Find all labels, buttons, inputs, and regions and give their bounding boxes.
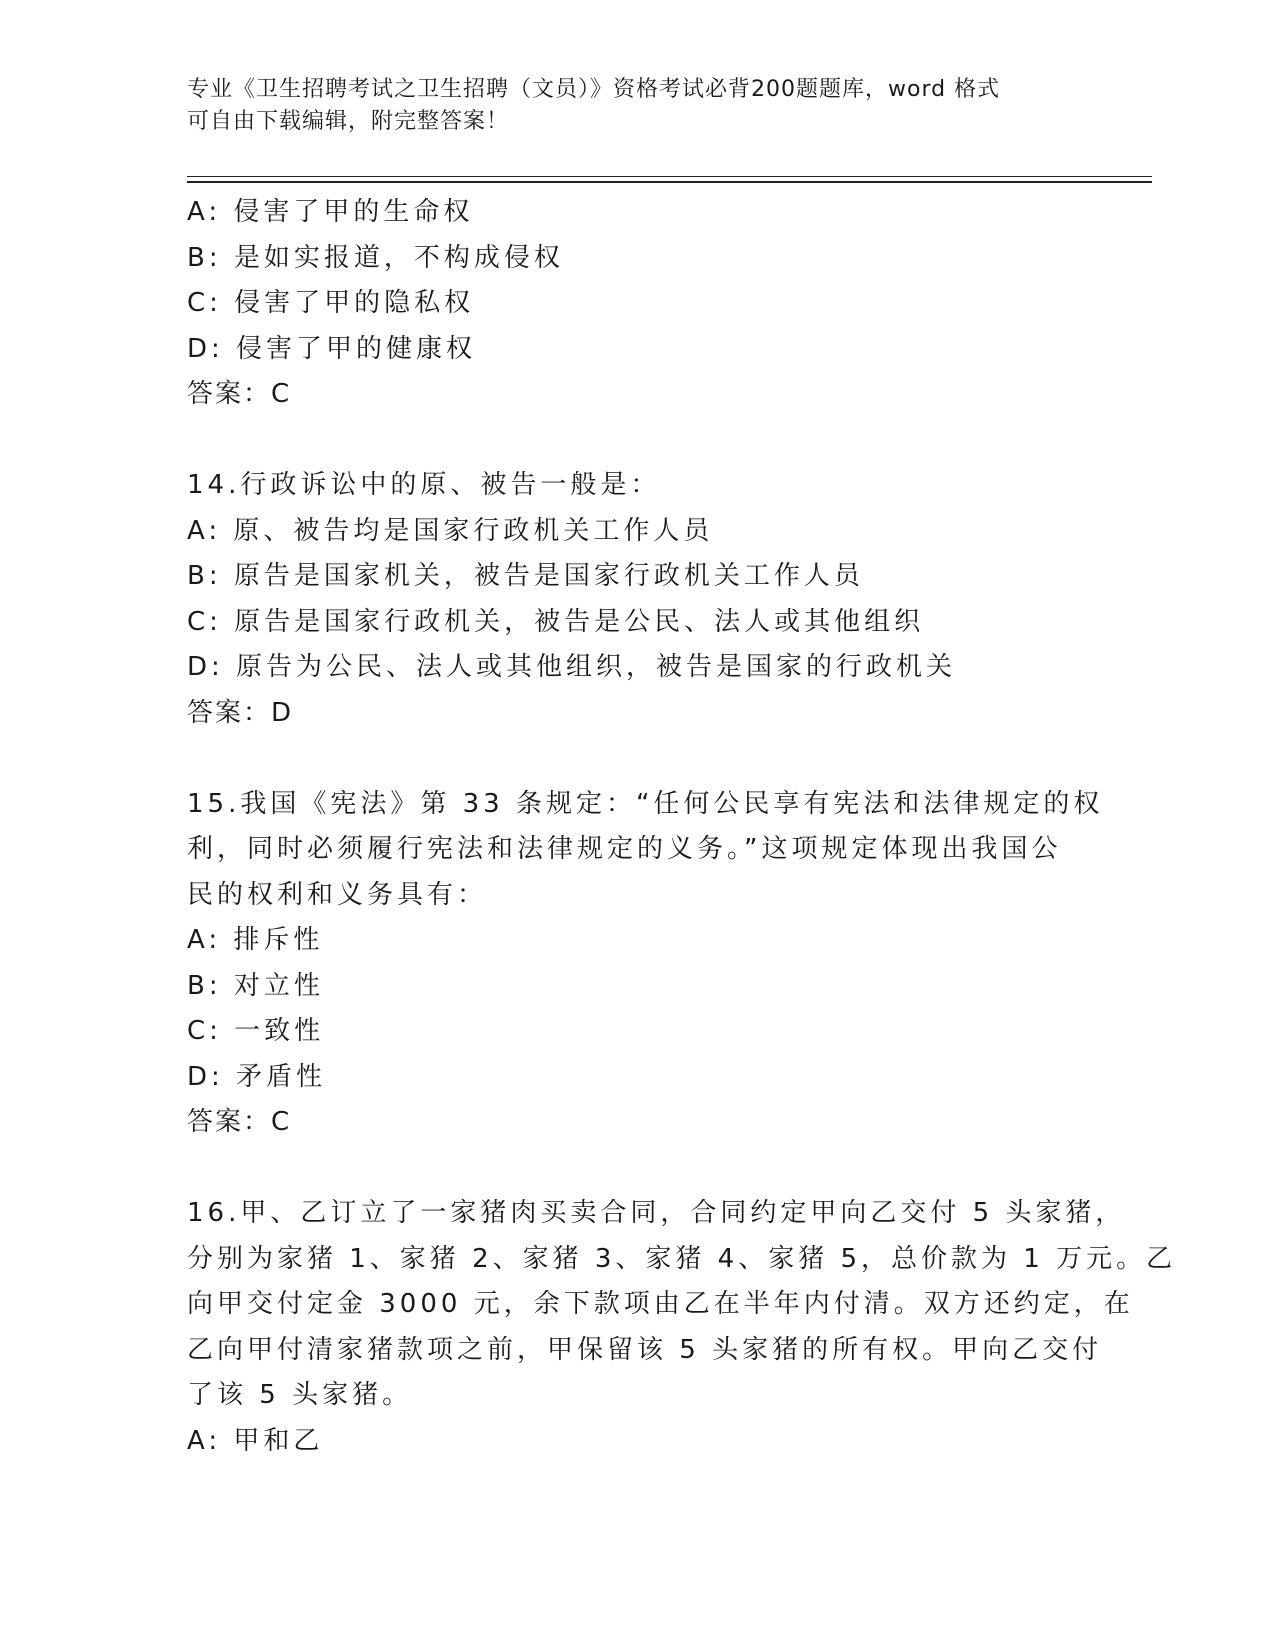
question-content bbox=[187, 190, 1177, 1464]
option-a: A: 甲和乙 bbox=[187, 1425, 324, 1456]
document-header bbox=[187, 74, 1067, 138]
option-d: D: 侵害了甲的健康权 bbox=[187, 333, 477, 364]
answer-line: 答案：C bbox=[187, 1107, 292, 1137]
option-b: B: 对立性 bbox=[187, 970, 324, 1001]
option-c: C: 原告是国家行政机关，被告是公民、法人或其他组织 bbox=[187, 606, 925, 637]
option-a: A: 排斥性 bbox=[187, 925, 324, 955]
option-c: C: 侵害了甲的隐私权 bbox=[187, 288, 475, 318]
question-text-line-3: 民的权利和义务具有： bbox=[187, 879, 488, 910]
option-a: A: 原、被告均是国家行政机关工作人员 bbox=[187, 515, 714, 546]
option-b: B: 是如实报道，不构成侵权 bbox=[187, 242, 564, 273]
header-line-1: 专业《卫生招聘考试之卫生招聘（文员）》资格考试必背200题题库，word 格式 bbox=[187, 77, 1001, 102]
option-a: A: 侵害了甲的生命权 bbox=[187, 197, 474, 227]
option-d: D: 原告为公民、法人或其他组织，被告是国家的行政机关 bbox=[187, 652, 957, 682]
header-line-2: 可自由下载编辑，附完整答案！ bbox=[187, 109, 510, 134]
question-13 bbox=[187, 190, 1087, 418]
question-text-line-1: 16.甲、乙订立了一家猪肉买卖合同，合同约定甲向乙交付 5 头家猪， bbox=[187, 1198, 1126, 1228]
answer-line: 答案：D bbox=[187, 697, 294, 728]
question-text-line-1: 15.我国《宪法》第 33 条规定：“任何公民享有宪法和法律规定的权 bbox=[187, 788, 1104, 819]
option-c: C: 一致性 bbox=[187, 1016, 325, 1046]
question-text-line-5: 了该 5 头家猪。 bbox=[187, 1380, 413, 1410]
question-text-line-2: 利，同时必须履行宪法和法律规定的义务。”这项规定体现出我国公 bbox=[187, 834, 1062, 864]
question-15 bbox=[187, 782, 1104, 1146]
question-text: 14.行政诉讼中的原、被告一般是： bbox=[187, 470, 661, 500]
header-divider-thick bbox=[187, 181, 1152, 183]
question-text-line-3: 向甲交付定金 3000 元，余下款项由乙在半年内付清。双方还约定，在 bbox=[187, 1289, 1134, 1319]
option-b: B: 原告是国家机关，被告是国家行政机关工作人员 bbox=[187, 561, 864, 591]
question-text-line-4: 乙向甲付清家猪款项之前，甲保留该 5 头家猪的所有权。甲向乙交付 bbox=[187, 1334, 1103, 1365]
header-divider-thin bbox=[187, 176, 1152, 177]
answer-line: 答案：C bbox=[187, 379, 292, 409]
question-14 bbox=[187, 463, 1087, 736]
question-text-line-2: 分别为家猪 1、家猪 2、家猪 3、家猪 4、家猪 5，总价款为 1 万元。乙 bbox=[187, 1243, 1177, 1274]
question-16 bbox=[187, 1191, 1177, 1464]
option-d: D: 矛盾性 bbox=[187, 1061, 327, 1092]
